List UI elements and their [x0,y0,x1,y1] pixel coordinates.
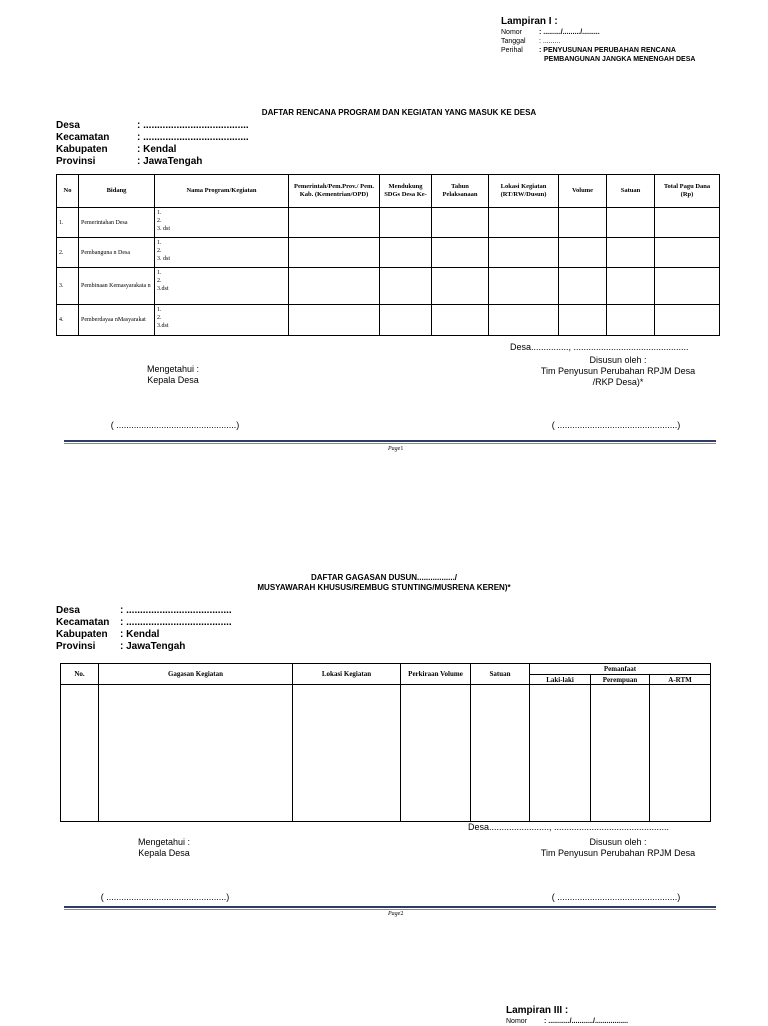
column-header: Perkiraan Volume [401,664,471,685]
page2-left-name: ( ................................................) [100,892,230,902]
table-row [57,208,720,238]
page2-right-signature [520,837,716,859]
table-header-row [57,175,720,208]
info-value: : ...................................... [120,605,232,616]
info-label: Desa [56,605,80,616]
row-bidang: Pembanguna n Desa [79,238,155,268]
column-header: Satuan [471,664,530,685]
sign-kepala-desa: Kepala Desa [147,375,199,385]
info-value: : Kendal [137,144,177,155]
page2-footer-rule [64,906,716,908]
info-label: Provinsi [56,641,96,652]
table-row [57,238,720,268]
page2-left-signature [104,837,224,859]
column-header: Satuan [607,175,655,208]
info-value: : ...................................... [120,617,232,628]
page1-right-signature [520,355,716,388]
info-value: : JawaTengah [137,156,203,167]
sign-disusun: Disusun oleh : [589,355,647,365]
lampiran-block [501,16,761,64]
page1-info [56,120,249,168]
info-label: Provinsi [56,156,96,167]
program-table [56,174,720,336]
row-items: 1. 2. 3.dst [155,268,289,305]
sub-column-header: Perempuan [591,675,650,685]
column-header: Gagasan Kegiatan [99,664,293,685]
column-header: Bidang [79,175,155,208]
column-header: Mendukung SDGs Desa Ke- [380,175,432,208]
column-header: No [57,175,79,208]
lampiran-value: : PENYUSUNAN PERUBAHAN RENCANA [539,47,676,54]
info-label: Kabupaten [56,144,108,155]
row-bidang: Pembinaan Kemasyarakata n [79,268,155,305]
info-value: : ...................................... [137,120,249,131]
column-header: Tahun Pelaksanaan [432,175,489,208]
sign-mengetahui: Mengetahui : [137,837,191,847]
page2-info [56,605,232,653]
page1-left-name: ( ................................................) [110,420,240,430]
info-label: Kecamatan [56,617,110,628]
info-label: Kabupaten [56,629,108,640]
lampiran-label: Perihal [501,47,523,54]
lampiran-3-title: Lampiran III : [506,1005,569,1016]
row-no: 1. [57,208,79,238]
column-header: Lokasi Kegiatan (RT/RW/Dusun) [489,175,559,208]
sign-disusun: Disusun oleh : [589,837,647,847]
sign-mengetahui: Mengetahui : [146,364,200,374]
page1-footer-rule [64,440,716,442]
page2-title-line1: DAFTAR GAGASAN DUSUN................./ [310,573,458,582]
table-empty-row [61,685,711,822]
info-value: : Kendal [120,629,160,640]
column-header: Nama Program/Kegiatan [155,175,289,208]
row-bidang: Pemerintahan Desa [79,208,155,238]
column-header: Volume [559,175,607,208]
lampiran-value: : ........./........./......... [539,29,600,36]
sign-kepala-desa: Kepala Desa [138,848,190,858]
row-bidang: Pemberdayaa nMasyarakat [79,305,155,336]
row-items: 1. 2. 3. dst [155,208,289,238]
lampiran-value: : ......... [539,38,561,45]
info-label: Desa [56,120,80,131]
lampiran-continuation: PEMBANGUNAN JANGKA MENENGAH DESA [544,56,696,63]
info-value: : ...................................... [137,132,249,143]
info-label: Kecamatan [56,132,110,143]
lampiran-value: : .........../.........../................. [544,1018,629,1025]
page1-left-signature [113,364,233,386]
row-no: 2. [57,238,79,268]
info-value: : JawaTengah [120,641,186,652]
column-header: Pemerintah/Pem.Prov./ Pem. Kab. (Kementrian/OPD) [289,175,380,208]
row-items: 1. 2. 3.dst [155,305,289,336]
column-header: Pemanfaat [530,664,711,675]
row-items: 1. 2. 3. dst [155,238,289,268]
page1-desa-date: Desa..............., .............................................. [510,342,689,352]
lampiran-label: Nomor [506,1018,528,1025]
sub-column-header: A-RTM [650,675,711,685]
row-no: 3. [57,268,79,305]
page1-title: DAFTAR RENCANA PROGRAM DAN KEGIATAN YANG MASUK KE DESA [261,108,537,117]
table-header-row [61,664,711,675]
sub-column-header: Laki-laki [530,675,591,685]
page2-title [0,573,768,593]
table-row [57,305,720,336]
row-no: 4. [57,305,79,336]
page2-right-name: ( ................................................) [551,892,681,902]
page1-right-name: ( ................................................) [551,420,681,430]
sign-rkp: /RKP Desa)* [592,377,644,387]
column-header: No. [61,664,99,685]
lampiran-row [501,46,695,55]
table-row [57,268,720,305]
page2-desa-date: Desa........................, .............................................. [468,822,670,832]
lampiran-label: Nomor [501,29,523,36]
lampiran-row [501,37,695,46]
page2-title-line2: MUSYAWARAH KHUSUS/REMBUG STUNTING/MUSRENA KEREN)* [257,583,511,592]
lampiran-title: Lampiran I : [501,16,558,27]
page2-number: Page2 [388,911,404,917]
lampiran-3-block [506,1005,756,1026]
column-header: Total Pagu Dana (Rp) [655,175,720,208]
lampiran-label: Tanggal [501,38,526,45]
lampiran-row [501,28,695,37]
column-header: Lokasi Kegiatan [293,664,401,685]
sign-tim: Tim Penyusun Perubahan RPJM Desa [540,848,696,858]
gagasan-table [60,663,711,822]
sign-tim: Tim Penyusun Perubahan RPJM Desa [540,366,696,376]
page1-number: Page1 [388,446,404,452]
